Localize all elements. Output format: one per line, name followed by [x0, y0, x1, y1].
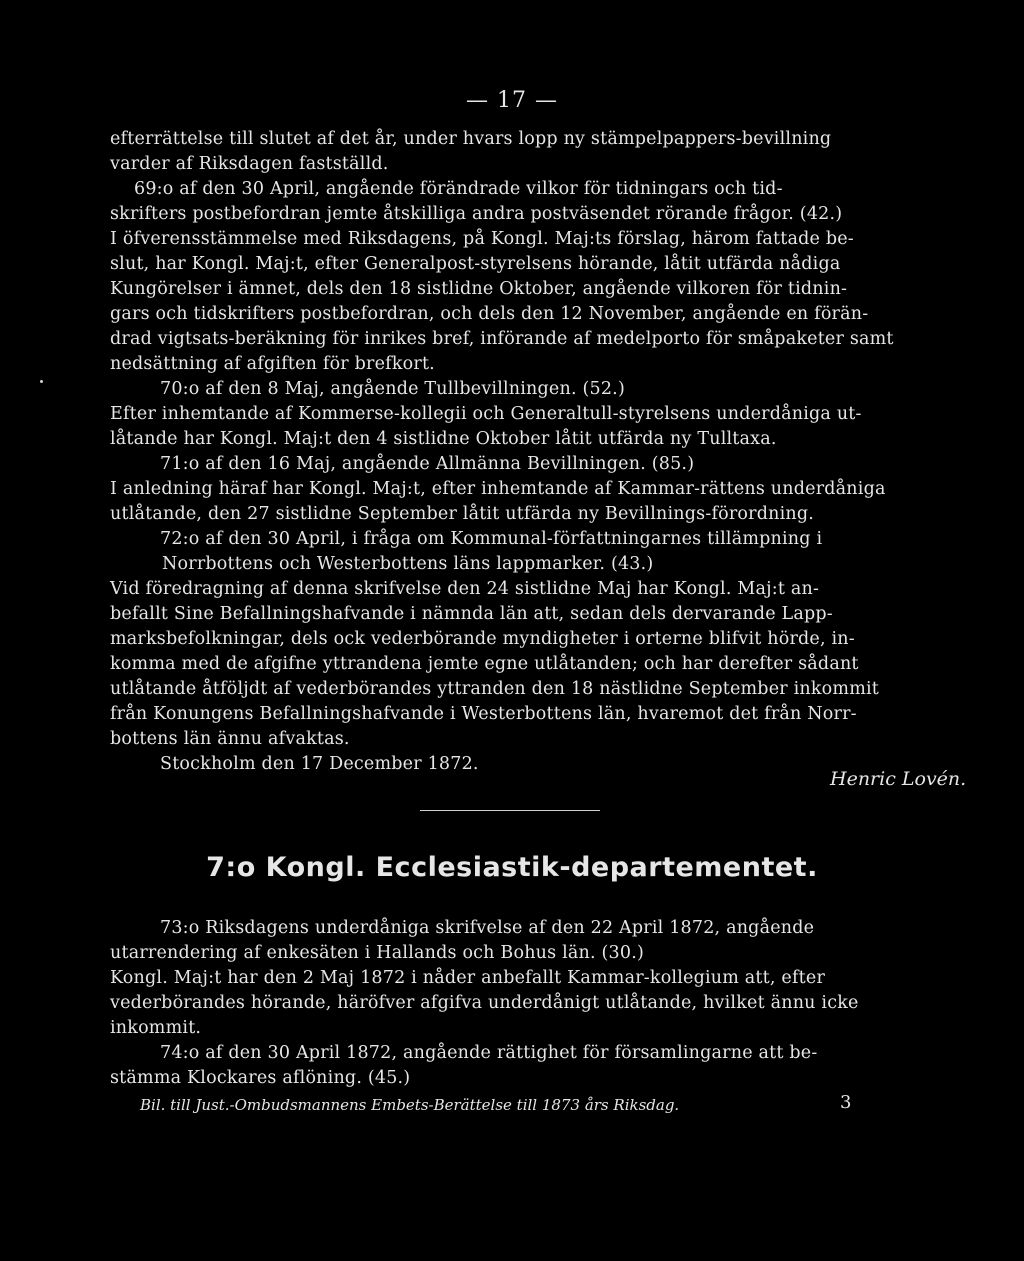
- section-divider: [420, 810, 600, 811]
- text-line: utlåtande åtföljdt af vederbörandes yttranden den 18 nästlidne September inkommit: [110, 679, 880, 699]
- text-line: komma med de afgifne yttrandena jemte egne utlåtanden; och har derefter sådant: [110, 654, 859, 674]
- text-line: skrifters postbefordran jemte åtskilliga andra postväsendet rörande frågor. (42.): [110, 204, 843, 224]
- text-line: vederbörandes hörande, häröfver afgifva underdånigt utlåtande, hvilket ännu icke: [110, 993, 859, 1013]
- text-line: Vid föredragning af denna skrifvelse den 24 sistlidne Maj har Kongl. Maj:t an-: [110, 579, 820, 599]
- text-line: 74:o af den 30 April 1872, angående rättighet för församlingarne att be-: [160, 1043, 818, 1063]
- text-line: stämma Klockares aflöning. (45.): [110, 1068, 411, 1088]
- text-line: Stockholm den 17 December 1872.: [160, 754, 479, 774]
- text-line: 71:o af den 16 Maj, angående Allmänna Bevillningen. (85.): [160, 454, 695, 474]
- text-line: varder af Riksdagen fastställd.: [110, 154, 389, 174]
- text-line: I öfverensstämmelse med Riksdagens, på Kongl. Maj:ts förslag, härom fattade be-: [110, 229, 854, 249]
- section-heading: 7:o Kongl. Ecclesiastik-departementet.: [206, 852, 818, 883]
- footer-page-number: 3: [840, 1092, 852, 1113]
- text-line: 70:o af den 8 Maj, angående Tullbevillningen. (52.): [160, 379, 625, 399]
- page-number: — 17 —: [466, 88, 558, 113]
- text-line: marksbefolkningar, dels ock vederbörande myndigheter i orterne blifvit hörde, in-: [110, 629, 855, 649]
- text-line: från Konungens Befallningshafvande i Westerbottens län, hvaremot det från Norr-: [110, 704, 857, 724]
- signature: Henric Lovén.: [830, 768, 967, 790]
- text-line: befallt Sine Befallningshafvande i nämnda län att, sedan dels dervarande Lapp-: [110, 604, 833, 624]
- text-line: Norrbottens och Westerbottens läns lappmarker. (43.): [162, 554, 654, 574]
- text-line: I anledning häraf har Kongl. Maj:t, efter inhemtande af Kammar-rättens underdåniga: [110, 479, 886, 499]
- text-line: utarrendering af enkesäten i Hallands och Bohus län. (30.): [110, 943, 645, 963]
- text-line: 73:o Riksdagens underdåniga skrifvelse af den 22 April 1872, angående: [160, 918, 815, 938]
- margin-mark: [40, 380, 43, 383]
- text-line: 69:o af den 30 April, angående förändrade vilkor för tidningars och tid-: [134, 179, 783, 199]
- text-line: bottens län ännu afvaktas.: [110, 729, 350, 749]
- text-line: gars och tidskrifters postbefordran, och dels den 12 November, angående en förän-: [110, 304, 869, 324]
- text-line: slut, har Kongl. Maj:t, efter Generalpost-styrelsens hörande, låtit utfärda nådiga: [110, 254, 841, 274]
- text-line: låtande har Kongl. Maj:t den 4 sistlidne Oktober låtit utfärda ny Tulltaxa.: [110, 429, 777, 449]
- text-line: Kungörelser i ämnet, dels den 18 sistlidne Oktober, angående vilkoren för tidnin-: [110, 279, 848, 299]
- text-line: utlåtande, den 27 sistlidne September låtit utfärda ny Bevillnings-förordning.: [110, 504, 815, 524]
- text-line: 72:o af den 30 April, i fråga om Kommunal-författningarnes tillämpning i: [160, 529, 823, 549]
- text-line: Kongl. Maj:t har den 2 Maj 1872 i nåder anbefallt Kammar-kollegium att, efter: [110, 968, 826, 988]
- text-line: inkommit.: [110, 1018, 202, 1038]
- text-line: drad vigtsats-beräkning för inrikes bref, införande af medelporto för småpaketer samt: [110, 329, 894, 349]
- text-line: nedsättning af afgiften för brefkort.: [110, 354, 435, 374]
- text-line: Efter inhemtande af Kommerse-kollegii och Generaltull-styrelsens underdåniga ut-: [110, 404, 862, 424]
- text-line: efterrättelse till slutet af det år, under hvars lopp ny stämpelpappers-bevillning: [110, 129, 832, 149]
- footer-citation: Bil. till Just.-Ombudsmannens Embets-Berättelse till 1873 års Riksdag.: [140, 1096, 680, 1114]
